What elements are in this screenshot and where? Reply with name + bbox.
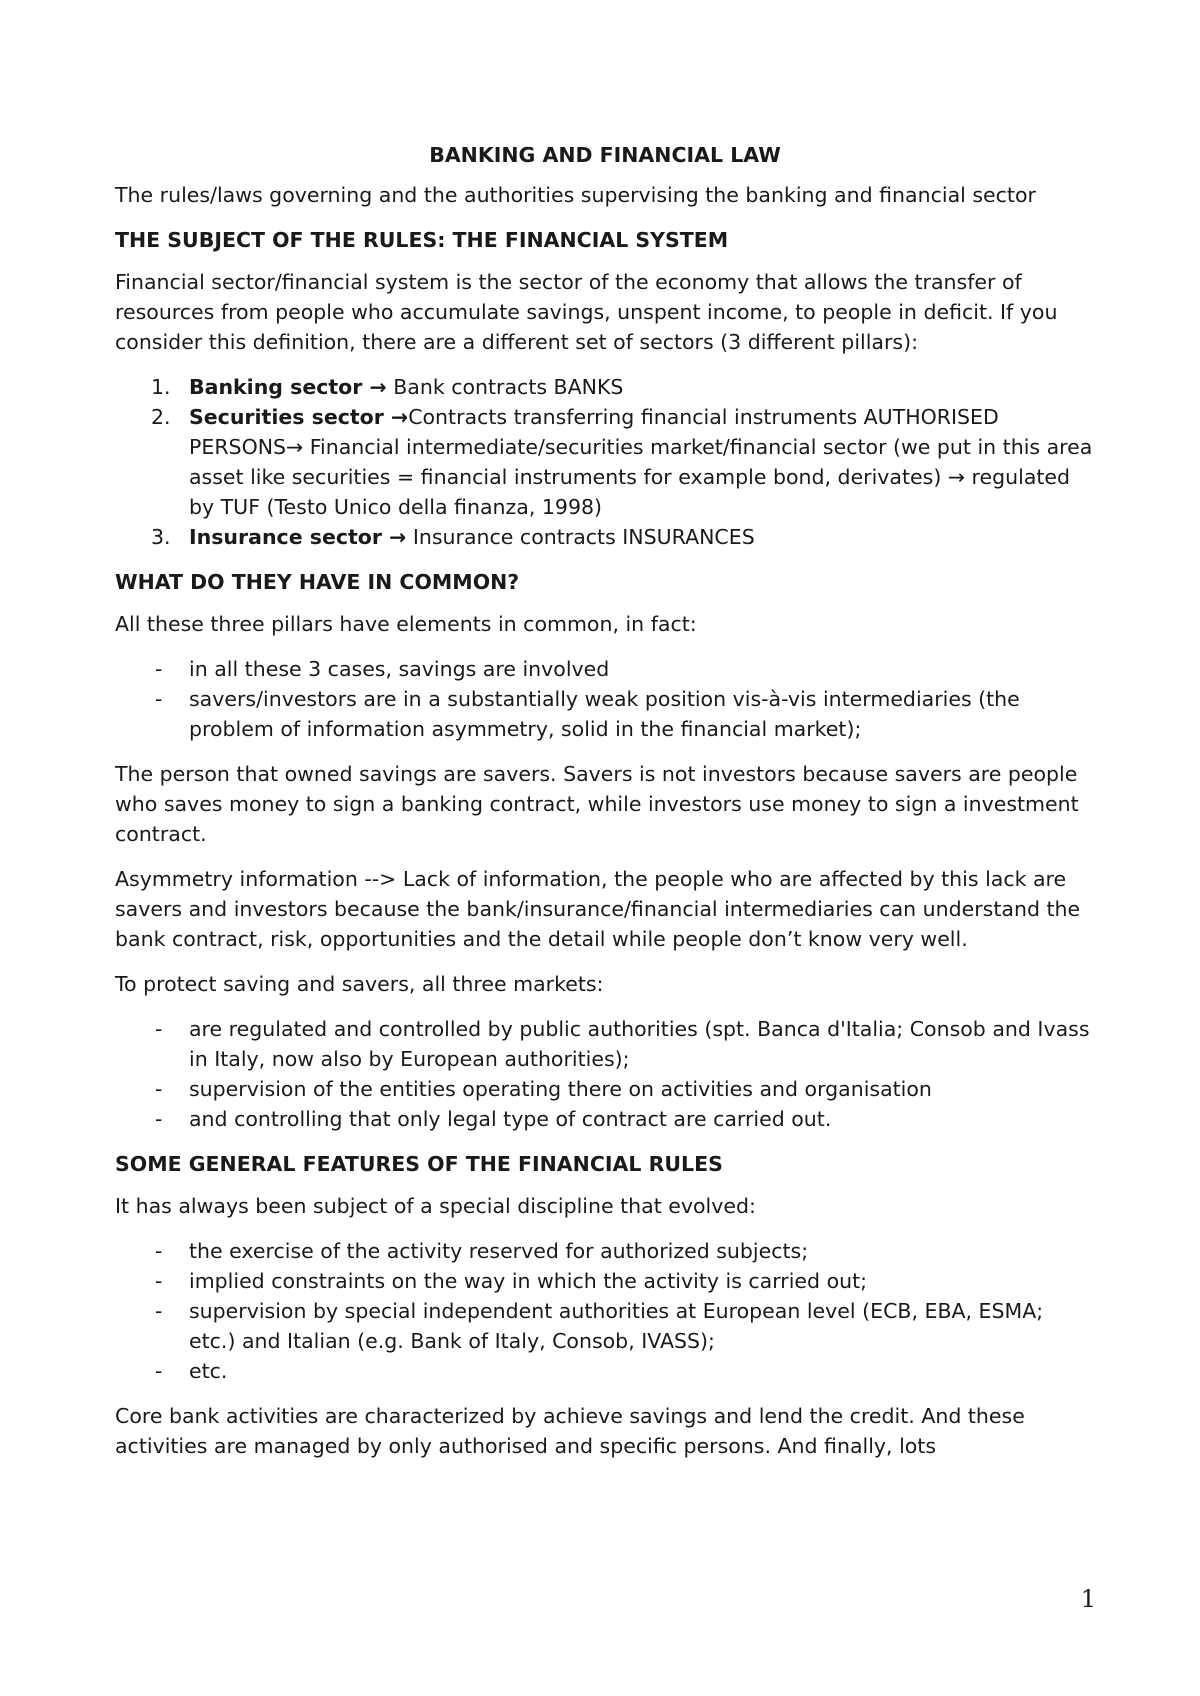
list-item-text: Contracts transferring financial instruments AUTHORISED PERSONS→ Financial intermediate/securities market/financial sector (we put in this area asset like securities = financial instruments for example bond, derivates) → regulated by TUF (Testo Unico della finanza, 1998) [189,405,1093,519]
section-heading-common: WHAT DO THEY HAVE IN COMMON? [115,570,520,594]
common-bullets [115,654,1095,744]
list-item [115,1266,1095,1296]
core-activities-paragraph: Core bank activities are characterized by achieve savings and lend the credit. And these activities are managed by only authorised and specific persons. And finally, lots [115,1404,1025,1458]
list-item [115,1104,1095,1134]
list-item-lead: Insurance sector → [189,525,407,549]
list-item-text: etc. [189,1359,228,1383]
asymmetry-paragraph: Asymmetry information --> Lack of information, the people who are affected by this lack are savers and investors because the bank/insurance/financial intermediaries can understand the bank contract, risk, opportunities and the detail while people don’t know very well. [115,867,1081,951]
list-item-text: Insurance contracts INSURANCES [406,525,755,549]
list-item-text: supervision by special independent authorities at European level (ECB, EBA, ESMA; etc.) and Italian (e.g. Bank of Italy, Consob, IVASS); [189,1299,1044,1353]
list-item-text: supervision of the entities operating there on activities and organisation [189,1077,932,1101]
list-item [115,1296,1095,1356]
list-number: 1. [151,375,171,399]
list-item [115,402,1095,522]
list-item-text: in all these 3 cases, savings are involved [189,657,610,681]
intro-paragraph: The rules/laws governing and the authorities supervising the banking and financial sector [115,183,1036,207]
document-title: BANKING AND FINANCIAL LAW [429,143,781,167]
savers-paragraph: The person that owned savings are savers. Savers is not investors because savers are people who saves money to sign a banking contract, while investors use money to sign a investment contract. [115,762,1079,846]
list-item-lead: Banking sector → [189,375,387,399]
section-heading-general-features: SOME GENERAL FEATURES OF THE FINANCIAL RULES [115,1152,723,1176]
bullet-marker: - [155,1077,163,1101]
bullet-marker: - [155,1017,163,1041]
bullet-marker: - [155,1239,163,1263]
list-item [115,654,1095,684]
bullet-marker: - [155,1299,163,1323]
section-heading-financial-system: THE SUBJECT OF THE RULES: THE FINANCIAL SYSTEM [115,228,729,252]
list-item [115,372,1095,402]
list-item-text: the exercise of the activity reserved for authorized subjects; [189,1239,809,1263]
common-paragraph: All these three pillars have elements in common, in fact: [115,612,697,636]
bullet-marker: - [155,657,163,681]
list-item-text: and controlling that only legal type of contract are carried out. [189,1107,832,1131]
list-item [115,1074,1095,1104]
list-item-lead: Securities sector → [189,405,409,429]
list-item [115,522,1095,552]
list-number: 2. [151,405,171,429]
financial-system-paragraph: Financial sector/financial system is the sector of the economy that allows the transfer of resources from people who accumulate savings, unspent income, to people in deficit. If you consider this definition, there are a different set of sectors (3 different pillars): [115,270,1058,354]
list-item-text: Bank contracts BANKS [386,375,624,399]
list-item [115,684,1095,744]
protect-bullets [115,1014,1095,1134]
list-item [115,1236,1095,1266]
bullet-marker: - [155,1107,163,1131]
pillars-list [115,372,1095,552]
document-page [115,140,1095,1476]
list-item [115,1014,1095,1074]
features-bullets [115,1236,1095,1386]
bullet-marker: - [155,1359,163,1383]
list-item-text: implied constraints on the way in which the activity is carried out; [189,1269,868,1293]
list-item [115,1356,1095,1386]
page-number: 1 [1080,1585,1096,1613]
protect-paragraph: To protect saving and savers, all three markets: [115,972,604,996]
discipline-paragraph: It has always been subject of a special discipline that evolved: [115,1194,756,1218]
list-number: 3. [151,525,171,549]
bullet-marker: - [155,687,163,711]
list-item-text: savers/investors are in a substantially weak position vis-à-vis intermediaries (the problem of information asymmetry, solid in the financial market); [189,687,1020,741]
bullet-marker: - [155,1269,163,1293]
list-item-text: are regulated and controlled by public authorities (spt. Banca d'Italia; Consob and Ivass in Italy, now also by European authorities); [189,1017,1090,1071]
